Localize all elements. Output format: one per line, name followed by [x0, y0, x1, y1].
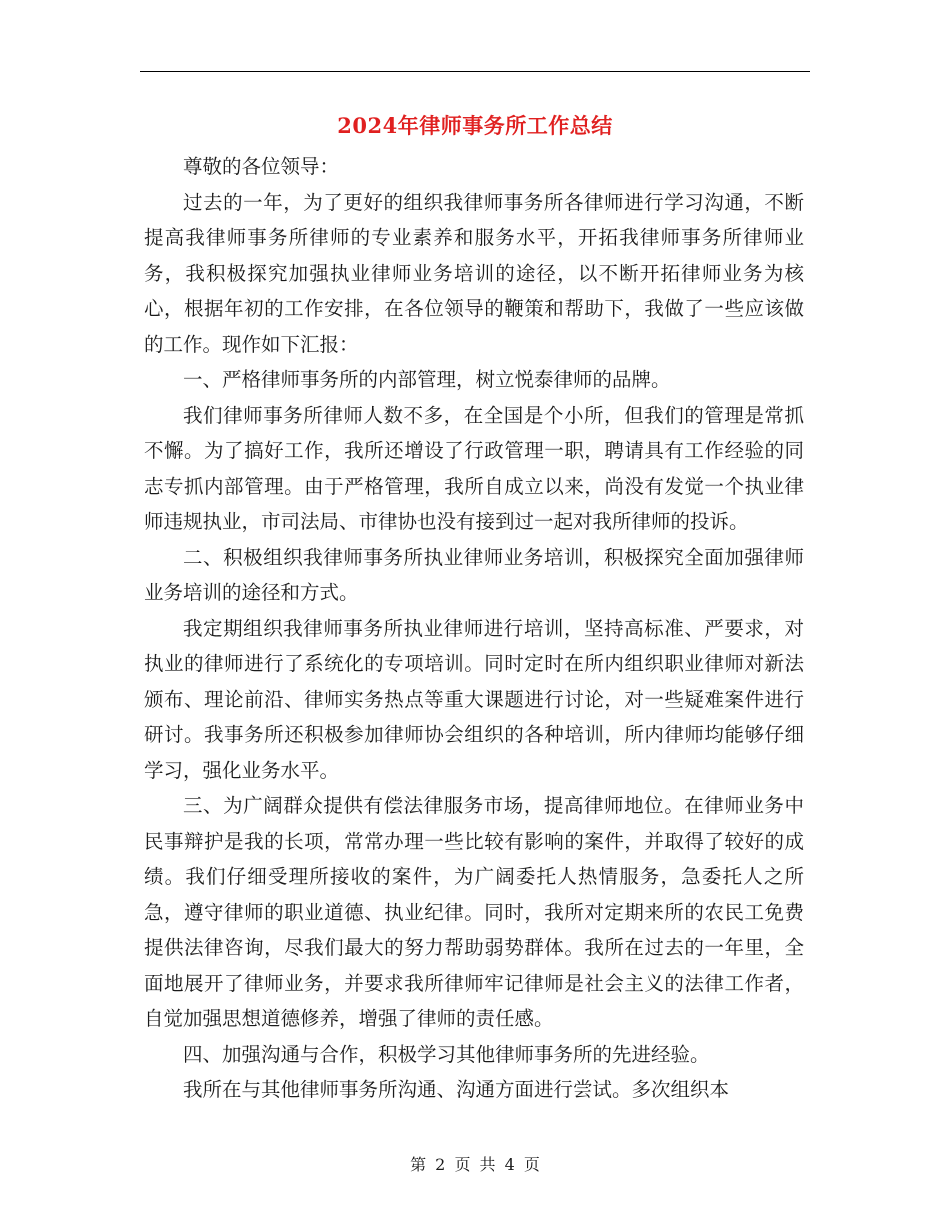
document-title: 2024年律师事务所工作总结 [337, 113, 613, 138]
paragraph-section-3: 三、为广阔群众提供有偿法律服务市场，提高律师地位。在律师业务中民事辩护是我的长项，常常办理一些比较有影响的案件，并取得了较好的成绩。我们仔细受理所接收的案件，为广阔委托人热情服务，急委托人之所急，遵守律师的职业道德、执业纪律。同时，我所对定期来所的农民工免费提供法律咨询，尽我们最大的努力帮助弱势群体。我所在过去的一年里，全面地展开了律师业务，并要求我所律师牢记律师是社会主义的法律工作者，自觉加强思想道德修养，增强了律师的责任感。 [144, 794, 804, 1030]
page-footer: 第 2 页 共 4 页 [410, 1155, 540, 1174]
paragraph-section-4: 我所在与其他律师事务所沟通、沟通方面进行尝试。多次组织本 [183, 1078, 730, 1101]
paragraph-salutation: 尊敬的各位领导： [183, 155, 340, 178]
paragraph-section-1: 我们律师事务所律师人数不多，在全国是个小所，但我们的管理是常抓不懈。为了搞好工作，我所还增设了行政管理一职，聘请具有工作经验的同志专抓内部管理。由于严格管理，我所自成立以来，尚没有发觉一个执业律师违规执业，市司法局、市律协也没有接到过一起对我所律师的投诉。 [144, 403, 804, 533]
section-heading-1: 一、严格律师事务所的内部管理，树立悦泰律师的品牌。 [183, 368, 671, 391]
header-rule [140, 71, 810, 72]
section-heading-2: 二、积极组织我律师事务所执业律师业务培训，积极探究全面加强律师业务培训的途径和方式。 [144, 545, 804, 604]
paragraph-section-2: 我定期组织我律师事务所执业律师进行培训，坚持高标准、严要求，对执业的律师进行了系统化的专项培训。同时定时在所内组织职业律师对新法颁布、理论前沿、律师实务热点等重大课题进行讨论，对一些疑难案件进行研讨。我事务所还积极参加律师协会组织的各种培训，所内律师均能够仔细学习，强化业务水平。 [144, 616, 804, 782]
section-heading-4: 四、加强沟通与合作，积极学习其他律师事务所的先进经验。 [183, 1042, 710, 1066]
document-body [144, 149, 804, 1108]
paragraph-intro: 过去的一年，为了更好的组织我律师事务所各律师进行学习沟通，不断提高我律师事务所律师的专业素养和服务水平，开拓我律师事务所律师业务，我积极探究加强执业律师业务培训的途径，以不断开拓律师业务为核心，根据年初的工作安排，在各位领导的鞭策和帮助下，我做了一些应该做的工作。现作如下汇报： [144, 190, 804, 356]
